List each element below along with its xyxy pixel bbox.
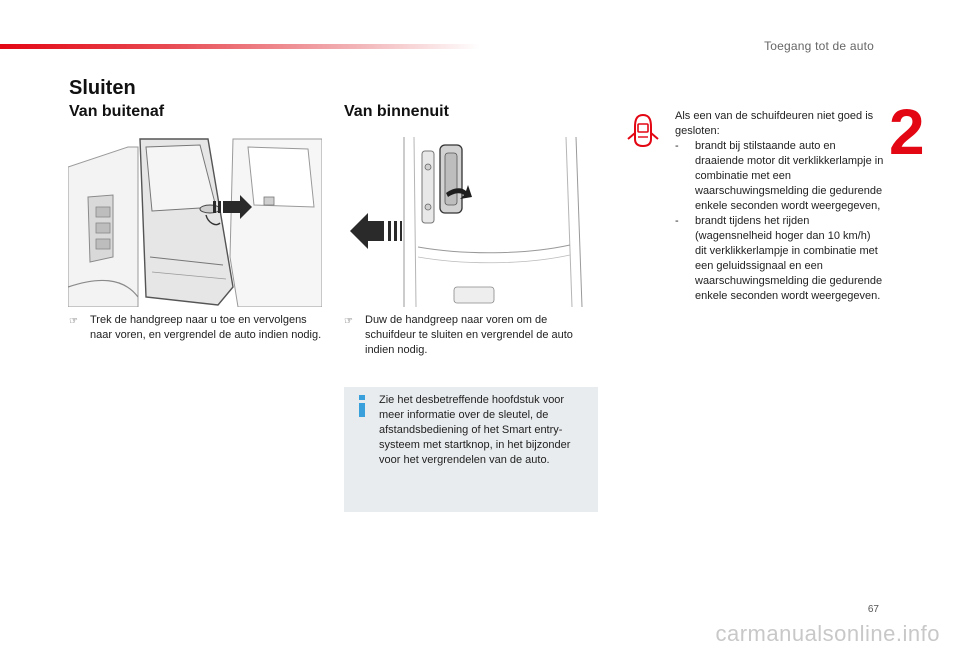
info-box: [344, 387, 598, 512]
header-accent-bar: [0, 44, 480, 49]
finger-point-icon: ☞: [344, 316, 353, 327]
subtitle-outside: Van buitenaf: [69, 103, 165, 120]
warning-text-block: [675, 109, 885, 304]
illustration-outside-closing: [68, 137, 322, 307]
warning-item-text: brandt tijdens het rijden (wagensnelheid hoger dan 10 km/h) dit verklikkerlampje in combinatie met een geluidssignaal en een waarschuwingsmelding die gedurende enkele seconden wordt weergegeven.: [695, 215, 883, 302]
instruction-inside: [344, 313, 598, 358]
instruction-outside-text: Trek de handgreep naar u toe en vervolgens naar voren, en vergrendel de auto indien nodig.: [90, 314, 322, 341]
chapter-number: 2: [889, 96, 925, 168]
subtitle-inside: Van binnenuit: [344, 103, 449, 120]
warning-intro: Als een van de schuifdeuren niet goed is gesloten:: [675, 110, 874, 137]
info-icon: [356, 395, 368, 417]
page-title: Sluiten: [69, 77, 136, 99]
van-side-door-drawing: [68, 137, 322, 307]
warning-item-text: brandt bij stilstaande auto en draaiende motor dit verklikkerlampje in combinatie met een waarschuwingsmelding die gedurende enkele seconden wordt weergegeven,: [695, 140, 884, 212]
door-interior-drawing: [344, 137, 598, 307]
open-door-warning-icon: [627, 113, 659, 149]
finger-point-icon: ☞: [69, 316, 78, 327]
instruction-outside: [69, 313, 323, 343]
warning-item: - brandt bij stilstaande auto en draaiende motor dit verklikkerlampje in combinatie met een waarschuwingsmelding die gedurende enkele seconden wordt weergegeven,: [675, 140, 884, 212]
section-title: Toegang tot de auto: [764, 39, 874, 53]
instruction-inside-text: Duw de handgreep naar voren om de schuifdeur te sluiten en vergrendel de auto indien nodig.: [365, 314, 573, 356]
illustration-inside-closing: [344, 137, 598, 307]
warning-item: - brandt tijdens het rijden (wagensnelheid hoger dan 10 km/h) dit verklikkerlampje in combinatie met een geluidssignaal en een waarschuwingsmelding die gedurende enkele seconden wordt weergegeven.: [675, 215, 883, 302]
info-text: Zie het desbetreffende hoofdstuk voor meer informatie over de sleutel, de afstandsbediening of het Smart entry-systeem met startknop, in het bijzonder voor het vergrendelen van de auto.: [379, 394, 571, 466]
page-number: 67: [867, 604, 879, 615]
watermark: carmanualsonline.info: [715, 621, 940, 646]
